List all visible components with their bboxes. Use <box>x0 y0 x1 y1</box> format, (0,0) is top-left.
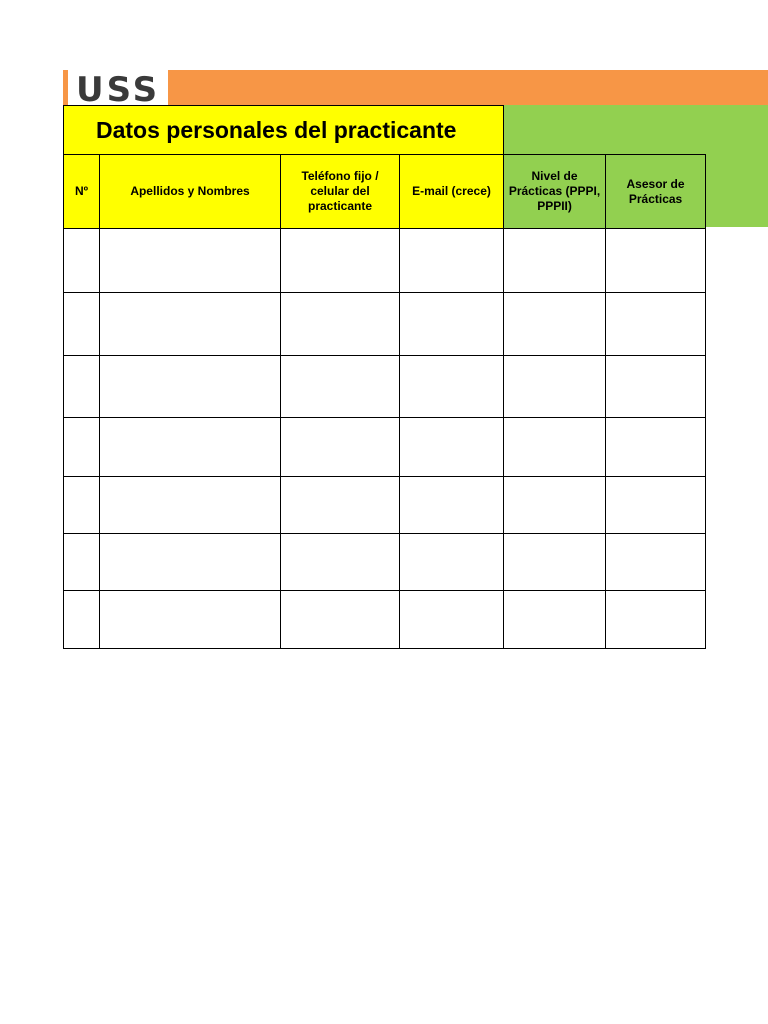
table-row <box>64 591 706 649</box>
cell-telefono[interactable] <box>281 477 400 534</box>
cell-nivel-practicas[interactable] <box>504 534 606 591</box>
form-title: Datos personales del practicante <box>64 106 504 155</box>
cell-telefono[interactable] <box>281 534 400 591</box>
cell-apellidos-nombres[interactable] <box>100 534 281 591</box>
cell-asesor[interactable] <box>606 229 706 293</box>
logo-accent-bar <box>63 70 68 106</box>
cell-telefono[interactable] <box>281 591 400 649</box>
title-green-cell <box>504 106 706 155</box>
cell-numero[interactable] <box>64 418 100 477</box>
cell-telefono[interactable] <box>281 418 400 477</box>
cell-nivel-practicas[interactable] <box>504 229 606 293</box>
header-row <box>64 155 706 229</box>
cell-nivel-practicas[interactable] <box>504 591 606 649</box>
cell-email[interactable] <box>400 591 504 649</box>
table-row <box>64 229 706 293</box>
cell-numero[interactable] <box>64 534 100 591</box>
title-row <box>64 106 706 155</box>
cell-telefono[interactable] <box>281 293 400 356</box>
cell-numero[interactable] <box>64 477 100 534</box>
cell-asesor[interactable] <box>606 293 706 356</box>
col-header-telefono: Teléfono fijo / celular del practicante <box>281 155 400 229</box>
cell-email[interactable] <box>400 477 504 534</box>
cell-apellidos-nombres[interactable] <box>100 477 281 534</box>
cell-asesor[interactable] <box>606 356 706 418</box>
table-row <box>64 477 706 534</box>
cell-email[interactable] <box>400 418 504 477</box>
cell-apellidos-nombres[interactable] <box>100 293 281 356</box>
cell-telefono[interactable] <box>281 229 400 293</box>
cell-numero[interactable] <box>64 356 100 418</box>
cell-asesor[interactable] <box>606 591 706 649</box>
col-header-asesor: Asesor de Prácticas <box>606 155 706 229</box>
cell-nivel-practicas[interactable] <box>504 356 606 418</box>
cell-numero[interactable] <box>64 591 100 649</box>
cell-email[interactable] <box>400 534 504 591</box>
cell-apellidos-nombres[interactable] <box>100 229 281 293</box>
cell-nivel-practicas[interactable] <box>504 293 606 356</box>
cell-asesor[interactable] <box>606 477 706 534</box>
cell-apellidos-nombres[interactable] <box>100 591 281 649</box>
table-row <box>64 534 706 591</box>
table-row <box>64 356 706 418</box>
cell-apellidos-nombres[interactable] <box>100 356 281 418</box>
cell-numero[interactable] <box>64 293 100 356</box>
col-header-email: E-mail (crece) <box>400 155 504 229</box>
cell-asesor[interactable] <box>606 534 706 591</box>
cell-email[interactable] <box>400 356 504 418</box>
cell-nivel-practicas[interactable] <box>504 477 606 534</box>
cell-numero[interactable] <box>64 229 100 293</box>
col-header-apellidos-nombres: Apellidos y Nombres <box>100 155 281 229</box>
col-header-numero: Nº <box>64 155 100 229</box>
uss-logo: USS <box>76 73 161 106</box>
table-row <box>64 418 706 477</box>
table-row <box>64 293 706 356</box>
cell-email[interactable] <box>400 293 504 356</box>
cell-telefono[interactable] <box>281 356 400 418</box>
cell-nivel-practicas[interactable] <box>504 418 606 477</box>
cell-apellidos-nombres[interactable] <box>100 418 281 477</box>
cell-email[interactable] <box>400 229 504 293</box>
col-header-nivel-practicas: Nivel de Prácticas (PPPI, PPPII) <box>504 155 606 229</box>
cell-asesor[interactable] <box>606 418 706 477</box>
header-orange-band <box>168 70 768 105</box>
practicante-table <box>63 105 706 649</box>
